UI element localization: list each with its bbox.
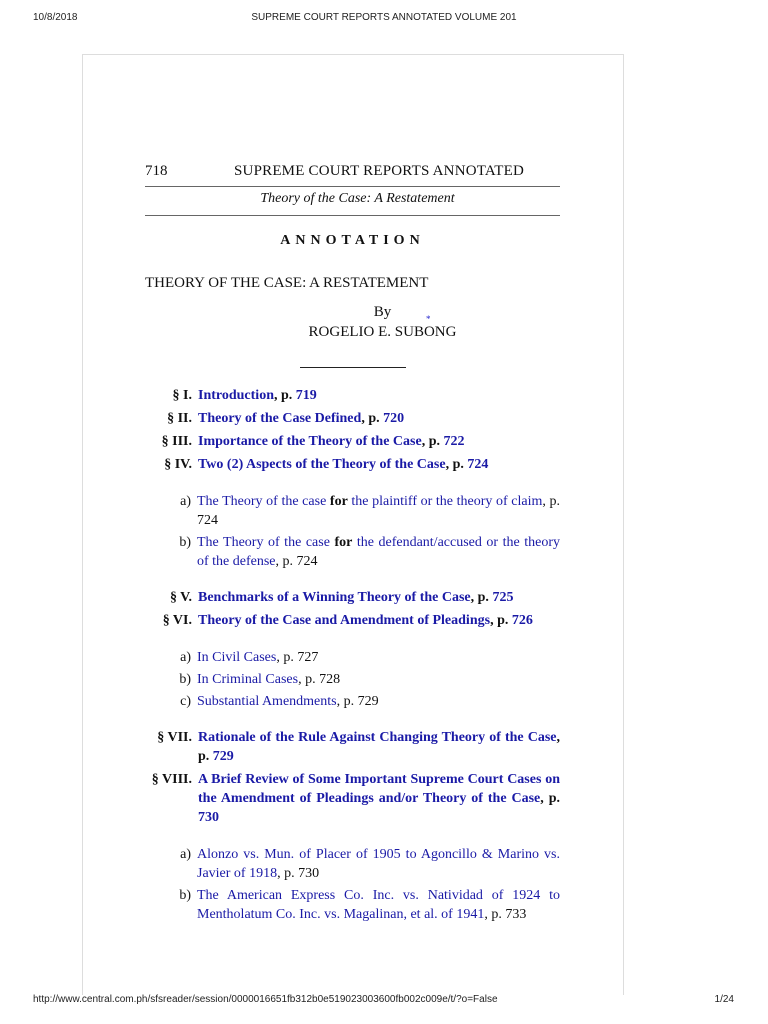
author-text: ROGELIO E. SUBONG — [308, 324, 457, 340]
toc-link[interactable]: The Theory of the case — [197, 535, 335, 550]
section-number: § IV. — [164, 457, 192, 472]
page-ref: , p. 729 — [336, 694, 379, 709]
toc-subitem — [145, 692, 560, 711]
section-number: § II. — [167, 411, 192, 426]
article-title: THEORY OF THE CASE: A RESTATEMENT — [145, 275, 429, 291]
toc-section — [145, 432, 560, 451]
toc-subitem — [145, 845, 560, 883]
toc-link[interactable]: In Criminal Cases — [197, 672, 299, 687]
toc-subitem — [145, 886, 560, 924]
toc-section — [145, 588, 560, 607]
toc-subitem — [145, 670, 560, 689]
page-sep: , p. — [421, 434, 444, 449]
divider — [300, 367, 406, 368]
sub-label: b) — [179, 672, 191, 687]
print-header — [0, 0, 768, 30]
page-ref: , p. 730 — [277, 866, 320, 881]
toc-link[interactable]: Substantial Amendments — [197, 694, 337, 709]
toc-link[interactable]: Rationale of the Rule Against Changing Theory of the Case — [198, 730, 557, 745]
toc-section — [145, 728, 560, 766]
toc-link[interactable]: the plaintiff or the theory of claim — [347, 494, 543, 509]
toc-link[interactable]: The Theory of the case — [197, 494, 330, 509]
toc-link[interactable]: Theory of the Case Defined — [198, 411, 362, 426]
journal-title: SUPREME COURT REPORTS ANNOTATED — [234, 163, 525, 179]
page-link[interactable]: 720 — [383, 411, 405, 426]
table-of-contents — [145, 386, 560, 924]
toc-link[interactable]: Introduction — [198, 388, 274, 403]
toc-subitem — [145, 492, 560, 530]
page-ref: , p. 724 — [275, 554, 318, 569]
print-url: http://www.central.com.ph/sfsreader/session/0000016651fb312b0e519023003600fb002c009e/t/?o=False — [33, 994, 498, 1005]
toc-link[interactable]: Importance of the Theory of the Case — [198, 434, 422, 449]
page-sep: , p. — [361, 411, 384, 426]
emphasis: for — [329, 494, 348, 509]
toc-section — [145, 455, 560, 474]
divider — [145, 215, 560, 216]
section-number: § VII. — [157, 730, 192, 745]
byline-label: By — [373, 304, 392, 320]
sub-label: a) — [180, 847, 191, 862]
print-footer — [0, 994, 768, 1024]
toc-link[interactable]: A Brief Review of Some Important Supreme Court Cases on the Amendment of Pleadings and/or Theory of the Case — [198, 772, 560, 806]
toc-link[interactable]: Theory of the Case and Amendment of Pleadings — [198, 613, 491, 628]
emphasis: for — [334, 535, 353, 550]
page-sep: , p. — [540, 791, 560, 806]
page-link[interactable]: 725 — [492, 590, 514, 605]
toc-link[interactable]: Two (2) Aspects of the Theory of the Case — [198, 457, 446, 472]
toc-section — [145, 409, 560, 428]
page-link[interactable]: 722 — [443, 434, 465, 449]
sub-label: b) — [179, 535, 191, 550]
toc-link[interactable]: The American Express Co. Inc. vs. Natividad of 1924 to Mentholatum Co. Inc. vs. Magalinan, et al. of 1941 — [197, 888, 560, 922]
page-ref: , p. 733 — [484, 907, 527, 922]
sub-label: b) — [179, 888, 191, 903]
page-content — [145, 160, 560, 927]
section-number: § V. — [169, 590, 192, 605]
sub-label: a) — [180, 494, 191, 509]
toc-subitem — [145, 533, 560, 571]
page-link[interactable]: 724 — [467, 457, 489, 472]
page-sep: , p. — [490, 613, 512, 628]
toc-link[interactable]: the defendant/accused or the theory of the defense — [197, 535, 560, 569]
toc-link[interactable]: In Civil Cases — [197, 650, 277, 665]
print-title: SUPREME COURT REPORTS ANNOTATED VOLUME 201 — [251, 12, 517, 23]
toc-section — [145, 611, 560, 630]
page-link[interactable]: 729 — [212, 749, 234, 764]
page-sep: , p. — [273, 388, 296, 403]
sub-label: a) — [180, 650, 191, 665]
toc-link[interactable]: Alonzo vs. Mun. of Placer of 1905 to Agoncillo & Marino vs. Javier of 1918 — [197, 847, 560, 881]
section-number: § VIII. — [151, 772, 192, 787]
running-head — [145, 160, 560, 186]
page-number: 718 — [145, 163, 168, 179]
annotation-label: ANNOTATION — [280, 233, 425, 248]
page-sep: , p. — [198, 730, 560, 764]
toc-section — [145, 770, 560, 827]
section-number: § I. — [172, 388, 192, 403]
page-link[interactable]: 726 — [511, 613, 533, 628]
section-subhead: Theory of the Case: A Restatement — [260, 191, 455, 206]
page-sep: , p. — [445, 457, 468, 472]
page-ref: , p. 724 — [197, 494, 561, 528]
print-date: 10/8/2018 — [33, 12, 78, 23]
print-page-count: 1/24 — [714, 994, 734, 1005]
toc-link[interactable]: Benchmarks of a Winning Theory of the Case — [198, 590, 471, 605]
author-name — [145, 314, 560, 341]
page-ref: , p. 728 — [298, 672, 341, 687]
page-link[interactable]: 719 — [295, 388, 317, 403]
page-ref: , p. 727 — [276, 650, 319, 665]
toc-section — [145, 386, 560, 405]
footnote-link[interactable]: * — [426, 314, 431, 324]
page-sep: , p. — [470, 590, 493, 605]
toc-subitem — [145, 648, 560, 667]
section-number: § III. — [161, 434, 192, 449]
page-link[interactable]: 730 — [198, 810, 219, 825]
sub-label: c) — [180, 694, 191, 709]
section-number: § VI. — [162, 613, 192, 628]
